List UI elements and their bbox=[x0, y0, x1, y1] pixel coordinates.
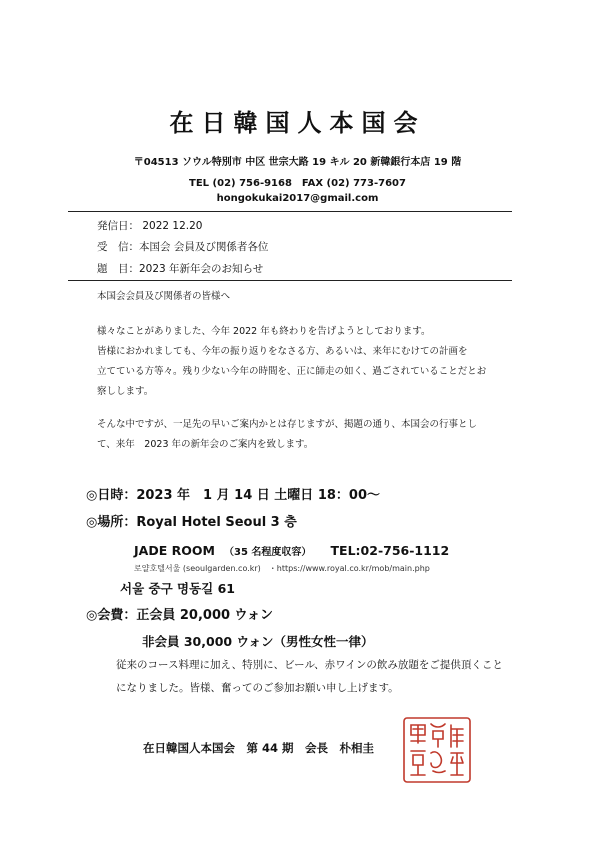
venue-links: 로얄호텔서울 (seoulgarden.co.kr) ・https://www.royal.co.kr/mob/main.php bbox=[134, 564, 430, 573]
room-capacity: （35 名程度収容） bbox=[224, 547, 312, 558]
paragraph-2-line-1: そんな中ですが、一足先の早いご案内かとは存じますが、掲題の通り、本国会の行事とし bbox=[97, 419, 478, 430]
paragraph-1-line-3: 立てている方等々。残り少ない今年の時間を、正に師走の如く、過ごされていることだとお bbox=[97, 366, 487, 377]
event-place: ◎場所：Royal Hotel Seoul 3 층 bbox=[86, 515, 297, 530]
subject-line: 題 目：2023 年新年会のお知らせ bbox=[97, 263, 264, 275]
paragraph-1-line-4: 察しします。 bbox=[97, 386, 154, 397]
korean-address: 서울 중구 명동길 61 bbox=[120, 581, 235, 596]
greeting: 本国会会員及び関係者の皆様へ bbox=[97, 291, 231, 302]
bottom-rule bbox=[68, 280, 512, 281]
paragraph-2-line-2: て、来年 2023 年の新年会のご案内を致します。 bbox=[97, 439, 314, 450]
organization-title: 在日韓国人本国会 bbox=[169, 109, 426, 137]
address-line: 〒04513 ソウル特別市 中区 世宗大路 19 キル 20 新韓銀行本店 19 階 bbox=[133, 157, 462, 168]
paragraph-1-line-2: 皆様におかれましても、今年の振り返りをなさる方、あるいは、来年にむけての計画を bbox=[97, 346, 468, 357]
room-line bbox=[134, 540, 449, 559]
signature-line: 在日韓国人本国会 第 44 期 会長 朴相圭 bbox=[143, 741, 375, 755]
top-rule bbox=[68, 211, 512, 212]
contact-line: TEL (02) 756-9168 FAX (02) 773-7607 bbox=[189, 178, 406, 189]
issue-date: 発信日： 2022 12.20 bbox=[97, 220, 203, 232]
room-name: JADE ROOM bbox=[134, 543, 215, 558]
seal-stamp bbox=[401, 715, 473, 785]
event-datetime: ◎日時：2023 年 1 月 14 日 土曜日 18：00～ bbox=[86, 488, 380, 503]
email-line: hongokukai2017@gmail.com bbox=[216, 193, 379, 204]
room-tel: TEL:02-756-1112 bbox=[330, 543, 450, 558]
fee-member: ◎会費：正会員 20,000 ウォン bbox=[86, 608, 274, 623]
recipient-line: 受 信：本国会 会員及び関係者各位 bbox=[97, 241, 269, 253]
note-line-1: 従来のコース料理に加え、特別に、ビール、赤ワインの飲み放題をご提供頂くこと bbox=[116, 659, 503, 671]
note-line-2: になりました。皆様、奮ってのご参加お願い申し上げます。 bbox=[116, 682, 399, 694]
paragraph-1-line-1: 様々なことがありました、今年 2022 年も終わりを告げようとしております。 bbox=[97, 326, 431, 337]
fee-nonmember: 非会員 30,000 ウォン（男性女性一律） bbox=[142, 634, 374, 649]
